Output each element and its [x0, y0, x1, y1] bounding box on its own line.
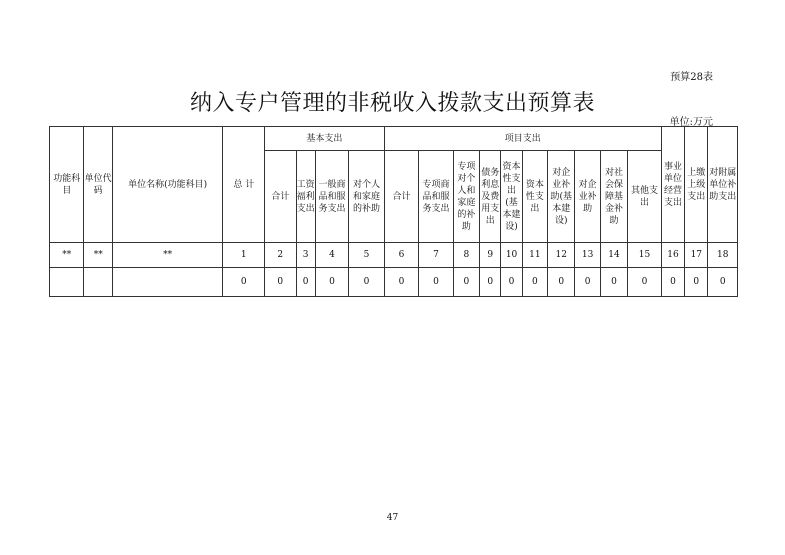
index-cell: ** — [112, 243, 223, 268]
col-affiliated-subsidy: 对附属单位补助支出 — [708, 127, 738, 243]
data-cell — [50, 268, 84, 297]
data-cell: 0 — [480, 268, 501, 297]
index-cell: 12 — [548, 243, 575, 268]
data-cell: 0 — [349, 268, 385, 297]
unit-label: 单位:万元 — [669, 117, 713, 128]
data-cell: 0 — [522, 268, 547, 297]
data-row — [50, 268, 738, 297]
col-enterprise-subsidy: 对企业补助 — [575, 151, 600, 243]
index-cell: 14 — [600, 243, 627, 268]
index-cell: 17 — [685, 243, 708, 268]
index-cell: 3 — [296, 243, 315, 268]
data-cell: 0 — [685, 268, 708, 297]
data-cell: 0 — [419, 268, 453, 297]
index-cell: 18 — [708, 243, 738, 268]
data-cell: 0 — [315, 268, 348, 297]
col-project-personal: 专项对个人和家庭的补助 — [453, 151, 479, 243]
col-func-subject: 功能科目 — [50, 127, 84, 243]
col-upper-expense: 上缴上级支出 — [685, 127, 708, 243]
index-cell: 2 — [265, 243, 296, 268]
col-total: 总 计 — [223, 127, 265, 243]
page-number: 47 — [386, 513, 399, 523]
data-cell: 0 — [548, 268, 575, 297]
col-capital: 资本性支出 — [522, 151, 547, 243]
index-cell: 6 — [384, 243, 418, 268]
index-cell: 9 — [480, 243, 501, 268]
data-cell — [112, 268, 223, 297]
col-enterprise-construct: 对企业补助(基本建设) — [548, 151, 575, 243]
data-cell — [84, 268, 112, 297]
index-cell: 11 — [522, 243, 547, 268]
index-cell: 1 — [223, 243, 265, 268]
col-wage: 工资福利支出 — [296, 151, 315, 243]
group-project-expense: 项目支出 — [384, 127, 661, 151]
data-cell: 0 — [628, 268, 662, 297]
index-cell: 15 — [628, 243, 662, 268]
index-cell: ** — [84, 243, 112, 268]
col-debt: 债务利息及费用支出 — [480, 151, 501, 243]
data-cell: 0 — [708, 268, 738, 297]
col-project-sum: 合计 — [384, 151, 418, 243]
budget-table — [49, 126, 738, 297]
index-cell: ** — [50, 243, 84, 268]
col-social-security: 对社会保障基金补助 — [600, 151, 627, 243]
index-cell: 8 — [453, 243, 479, 268]
data-cell: 0 — [384, 268, 418, 297]
index-cell: 16 — [661, 243, 684, 268]
index-cell: 5 — [349, 243, 385, 268]
page-title: 纳入专户管理的非税收入拨款支出预算表 — [189, 91, 595, 116]
col-unit-code: 单位代码 — [84, 127, 112, 243]
col-business-expense: 事业单位经营支出 — [661, 127, 684, 243]
index-cell: 4 — [315, 243, 348, 268]
col-project-goods: 专项商品和服务支出 — [419, 151, 453, 243]
data-cell: 0 — [453, 268, 479, 297]
data-cell: 0 — [265, 268, 296, 297]
col-basic-sum: 合计 — [265, 151, 296, 243]
data-cell: 0 — [575, 268, 600, 297]
data-cell: 0 — [600, 268, 627, 297]
col-capital-construct: 资本性支出(基本建设) — [501, 151, 522, 243]
data-cell: 0 — [223, 268, 265, 297]
col-other: 其他支出 — [628, 151, 662, 243]
index-cell: 7 — [419, 243, 453, 268]
index-cell: 10 — [501, 243, 522, 268]
group-basic-expense: 基本支出 — [265, 127, 385, 151]
data-cell: 0 — [661, 268, 684, 297]
col-personal: 对个人和家庭的补助 — [349, 151, 385, 243]
col-unit-name: 单位名称(功能科目) — [112, 127, 223, 243]
index-row — [50, 243, 738, 268]
col-goods: 一般商品和服务支出 — [315, 151, 348, 243]
data-cell: 0 — [296, 268, 315, 297]
table-code: 预算28表 — [670, 72, 713, 83]
index-cell: 13 — [575, 243, 600, 268]
data-cell: 0 — [501, 268, 522, 297]
